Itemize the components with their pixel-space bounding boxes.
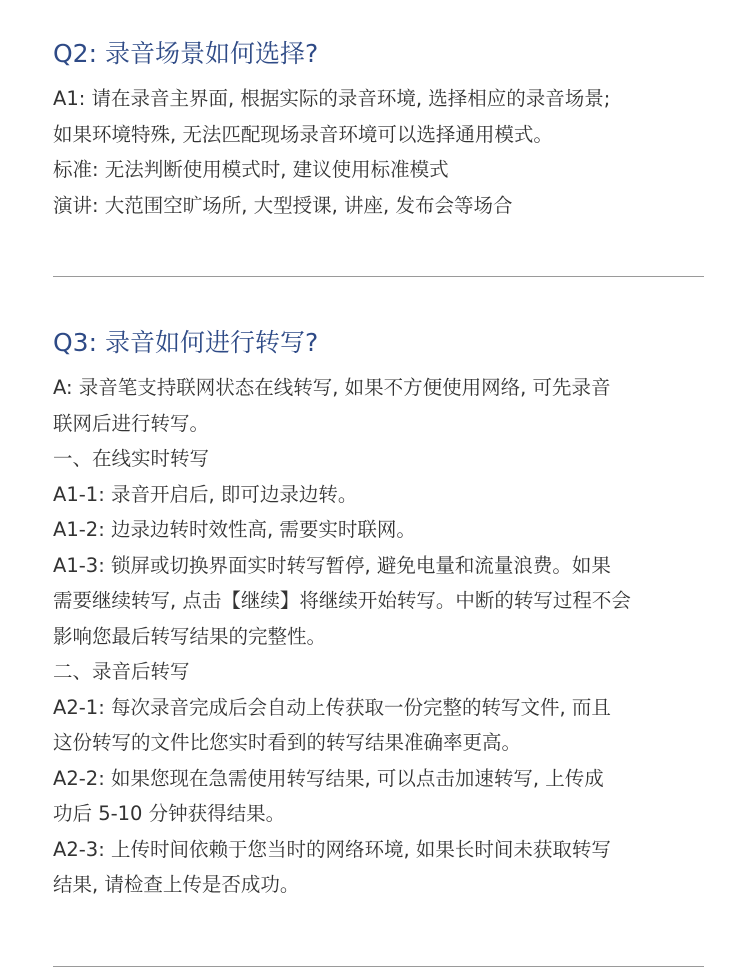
section-divider [53,966,704,967]
answer-line: 影响您最后转写结果的完整性。 [53,624,327,648]
answer-line: A1-2: 边录边转时效性高, 需要实时联网。 [53,518,416,541]
answer-line: 这份转写的文件比您实时看到的转写结果准确率更高。 [53,731,522,754]
section-divider [53,276,704,277]
answer-body [53,370,704,903]
question-title: Q2: 录音场景如何选择? [53,39,319,68]
answer-line: 标准: 无法判断使用模式时, 建议使用标准模式 [53,158,449,181]
answer-line: A1: 请在录音主界面, 根据实际的录音环境, 选择相应的录音场景; [53,87,611,110]
answer-line: 结果, 请检查上传是否成功。 [53,873,300,896]
faq-section-q2 [53,37,704,223]
answer-line: 如果环境特殊, 无法匹配现场录音环境可以选择通用模式。 [53,122,553,146]
answer-line: A2-2: 如果您现在急需使用转写结果, 可以点击加速转写, 上传成 [53,766,604,790]
answer-line: 演讲: 大范围空旷场所, 大型授课, 讲座, 发布会等场合 [53,193,513,217]
answer-line: 功后 5-10 分钟获得结果。 [53,802,286,825]
answer-line: A2-1: 每次录音完成后会自动上传获取一份完整的转写文件, 而且 [53,695,611,719]
answer-line: 联网后进行转写。 [53,411,210,435]
answer-line: 需要继续转写, 点击【继续】将继续开始转写。中断的转写过程不会 [53,589,631,612]
answer-line: 一、在线实时转写 [53,447,210,470]
answer-line: 二、录音后转写 [53,660,190,683]
answer-line: A1-3: 锁屏或切换界面实时转写暂停, 避免电量和流量浪费。如果 [53,553,611,577]
faq-section-q3 [53,326,704,903]
answer-line: A1-1: 录音开启后, 即可边录边转。 [53,482,358,506]
question-title: Q3: 录音如何进行转写? [53,328,319,357]
answer-line: A2-3: 上传时间依赖于您当时的网络环境, 如果长时间未获取转写 [53,837,611,861]
answer-body [53,81,704,223]
answer-line: A: 录音笔支持联网状态在线转写, 如果不方便使用网络, 可先录音 [53,376,611,399]
